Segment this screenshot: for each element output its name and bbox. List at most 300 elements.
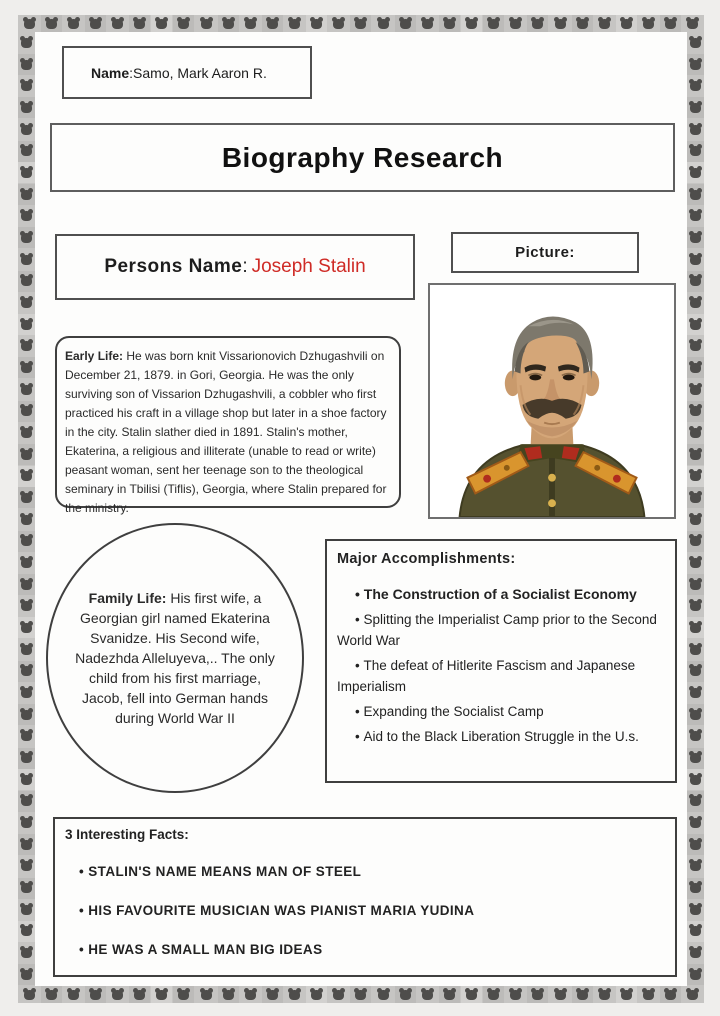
border-pattern-cell [687, 141, 704, 162]
bear-head-icon [21, 645, 32, 655]
bear-head-icon [690, 623, 701, 633]
bear-head-icon [400, 19, 411, 29]
border-pattern-cell [395, 15, 416, 32]
border-pattern-cell [687, 748, 704, 769]
bear-head-icon [690, 298, 701, 308]
bear-head-icon [21, 168, 32, 178]
bear-head-icon [665, 990, 676, 1000]
bear-head-icon [21, 320, 32, 330]
bear-head-icon [245, 990, 256, 1000]
bear-head-icon [24, 990, 35, 1000]
border-pattern-cell [660, 15, 681, 32]
bear-head-icon [21, 363, 32, 373]
border-pattern-cell [687, 531, 704, 552]
bear-head-icon [555, 990, 566, 1000]
border-pattern-cell [18, 487, 35, 508]
bear-head-icon [690, 125, 701, 135]
bear-head-icon [21, 233, 32, 243]
border-pattern-cell [18, 336, 35, 357]
border-pattern-cell [107, 986, 128, 1003]
border-pattern-cell [687, 639, 704, 660]
bear-head-icon [690, 60, 701, 70]
early-life-text: He was born knit Vissarionovich Dzhugashvili on December 21, 1879. in Gori, Georgia. He was the only surviving son of Vissarion Dzhugashvili, a cobbler who first practiced his craft in a village shop but later in a shoe factory in the city. Stalin slather died in 1891. Stalin's mother, Ekaterina, a religious and illiterate (unable to read or write) peasant woman, sent her teenage son to the theological seminary in Tbilisi (Tiflis), Georgia, where Stalin prepared for the ministry. [65, 349, 387, 515]
bear-head-icon [333, 990, 344, 1000]
border-pattern-cell [687, 899, 704, 920]
bear-head-icon [690, 363, 701, 373]
bear-head-icon [46, 19, 57, 29]
border-pattern-cell [240, 986, 261, 1003]
bear-head-icon [532, 19, 543, 29]
bear-head-icon [21, 580, 32, 590]
border-pattern-cell [687, 336, 704, 357]
bear-head-icon [690, 471, 701, 481]
border-pattern-cell [687, 119, 704, 140]
border-pattern-cell [687, 249, 704, 270]
bear-head-icon [690, 190, 701, 200]
border-pattern-cell [373, 986, 394, 1003]
bear-head-icon [21, 536, 32, 546]
interesting-facts-section [53, 817, 677, 977]
border-pattern-cell [483, 15, 504, 32]
border-pattern-cell [439, 986, 460, 1003]
border-pattern-cell [18, 769, 35, 790]
early-life-label: Early Life: [65, 349, 124, 363]
bear-head-icon [21, 211, 32, 221]
border-pattern-cell [18, 748, 35, 769]
picture-label: Picture: [515, 244, 575, 261]
border-pattern-cell [687, 574, 704, 595]
border-pattern-cell [18, 357, 35, 378]
border-pattern-cell [18, 552, 35, 573]
bear-head-icon [21, 926, 32, 936]
border-pattern-cell [18, 184, 35, 205]
border-pattern-cell [687, 834, 704, 855]
major-accomplishments-section [325, 539, 677, 783]
border-pattern-cell [151, 986, 172, 1003]
bear-head-icon [245, 19, 256, 29]
border-pattern-cell [687, 357, 704, 378]
bear-head-icon [690, 168, 701, 178]
border-pattern-cell [129, 15, 150, 32]
bear-head-icon [134, 990, 145, 1000]
accomplishment-item: • Splitting the Imperialist Camp prior to the Second World War [337, 609, 665, 651]
border-pattern-cell [687, 422, 704, 443]
bear-head-icon [21, 493, 32, 503]
border-pattern-cell [196, 15, 217, 32]
bear-head-icon [510, 19, 521, 29]
border-pattern-cell [41, 986, 62, 1003]
major-accomplishments-label: Major Accomplishments: [337, 551, 516, 567]
border-pattern-cell [682, 986, 703, 1003]
bear-head-icon [21, 905, 32, 915]
border-pattern-cell [687, 97, 704, 118]
border-pattern-cell [682, 15, 703, 32]
border-pattern-cell [483, 986, 504, 1003]
bear-head-icon [690, 515, 701, 525]
bear-head-icon [690, 450, 701, 460]
border-pattern-cell [616, 986, 637, 1003]
border-pattern-cell [18, 661, 35, 682]
bear-head-icon [690, 753, 701, 763]
bear-head-icon [690, 493, 701, 503]
student-name-box [62, 46, 312, 99]
bear-head-icon [21, 428, 32, 438]
bear-head-icon [21, 710, 32, 720]
border-pattern-cell [350, 986, 371, 1003]
bear-head-icon [687, 990, 698, 1000]
border-pattern-cell [687, 596, 704, 617]
bear-head-icon [21, 60, 32, 70]
bear-head-icon [267, 990, 278, 1000]
bear-head-icon [690, 233, 701, 243]
border-pattern-cell [196, 986, 217, 1003]
bear-head-icon [21, 775, 32, 785]
bear-head-icon [21, 471, 32, 481]
border-pattern-cell [687, 791, 704, 812]
bear-head-icon [621, 990, 632, 1000]
bear-head-icon [21, 731, 32, 741]
name-separator: : [129, 64, 134, 81]
bear-head-icon [690, 775, 701, 785]
bear-head-icon [690, 558, 701, 568]
bear-head-icon [21, 623, 32, 633]
border-pattern-cell [687, 769, 704, 790]
border-pattern-cell [687, 878, 704, 899]
border-pattern-cell [505, 986, 526, 1003]
bear-head-icon [223, 19, 234, 29]
border-pattern-cell [18, 899, 35, 920]
bear-head-icon [21, 406, 32, 416]
border-pattern-cell [41, 15, 62, 32]
bear-head-icon [289, 990, 300, 1000]
border-pattern-cell [687, 54, 704, 75]
border-pattern-cell [350, 15, 371, 32]
bear-head-icon [690, 666, 701, 676]
border-pattern-cell [85, 15, 106, 32]
bear-head-icon [643, 990, 654, 1000]
bear-head-icon [21, 38, 32, 48]
border-pattern-cell [687, 964, 704, 985]
stalin-portrait-icon [430, 285, 674, 517]
border-pattern-cell [687, 184, 704, 205]
border-pattern-cell [687, 466, 704, 487]
bear-head-icon [444, 19, 455, 29]
border-pattern-cell [18, 596, 35, 617]
bear-head-icon [690, 948, 701, 958]
portrait-image [428, 283, 676, 519]
bear-head-icon [21, 796, 32, 806]
bear-head-icon [422, 990, 433, 1000]
border-pattern-cell [417, 15, 438, 32]
border-pattern-cell [687, 401, 704, 422]
border-pattern-cell [572, 986, 593, 1003]
border-pattern-cell [527, 15, 548, 32]
bear-head-icon [90, 19, 101, 29]
bear-head-icon [690, 276, 701, 286]
border-pattern-cell [218, 986, 239, 1003]
border-pattern-cell [687, 617, 704, 638]
border-pattern-cell [18, 617, 35, 638]
bear-head-icon [112, 990, 123, 1000]
bear-head-icon [690, 341, 701, 351]
bear-head-icon [178, 19, 189, 29]
bear-head-icon [690, 970, 701, 980]
persons-name-separator: : [242, 256, 248, 277]
bear-head-icon [690, 103, 701, 113]
border-pattern-cell [417, 986, 438, 1003]
border-pattern-cell [687, 379, 704, 400]
border-pattern-cell [18, 32, 35, 53]
border-pattern-cell [527, 986, 548, 1003]
bear-head-icon [178, 990, 189, 1000]
border-pattern-cell [461, 986, 482, 1003]
border-pattern-cell [328, 986, 349, 1003]
bear-head-icon [333, 19, 344, 29]
border-pattern-cell [550, 15, 571, 32]
bear-head-icon [21, 558, 32, 568]
bear-head-icon [21, 601, 32, 611]
bear-head-icon [599, 19, 610, 29]
fact-item: • HE WAS A SMALL MAN BIG IDEAS [65, 942, 665, 957]
border-pattern-cell [18, 813, 35, 834]
border-pattern-cell [461, 15, 482, 32]
fact-item: • HIS FAVOURITE MUSICIAN WAS PIANIST MARIA YUDINA [65, 903, 665, 918]
family-life-text: His first wife, a Georgian girl named Ekaterina Svanidze. His Second wife, Nadezhda Alleluyeva,.. The only child from his first marriage, Jacob, fell into German hands during World War II [75, 590, 275, 726]
bear-head-icon [466, 19, 477, 29]
bear-head-icon [690, 536, 701, 546]
bear-head-icon [21, 515, 32, 525]
border-pattern-cell [18, 466, 35, 487]
border-pattern-cell [18, 292, 35, 313]
bear-head-icon [21, 666, 32, 676]
border-pattern-cell [18, 878, 35, 899]
bear-head-icon [21, 450, 32, 460]
border-pattern-cell [328, 15, 349, 32]
decorative-border-top [18, 15, 704, 32]
border-pattern-cell [373, 15, 394, 32]
bear-head-icon [643, 19, 654, 29]
bear-head-icon [690, 731, 701, 741]
border-pattern-cell [687, 509, 704, 530]
border-pattern-cell [85, 986, 106, 1003]
bear-head-icon [21, 840, 32, 850]
bear-head-icon [510, 990, 521, 1000]
border-pattern-cell [18, 119, 35, 140]
bear-head-icon [68, 19, 79, 29]
bear-head-icon [289, 19, 300, 29]
bear-head-icon [355, 990, 366, 1000]
bear-head-icon [21, 970, 32, 980]
border-pattern-cell [18, 379, 35, 400]
border-pattern-cell [395, 986, 416, 1003]
border-pattern-cell [687, 682, 704, 703]
bear-head-icon [24, 19, 35, 29]
bear-head-icon [21, 298, 32, 308]
bear-head-icon [577, 19, 588, 29]
bear-head-icon [21, 948, 32, 958]
decorative-border-right [687, 32, 704, 986]
border-pattern-cell [687, 271, 704, 292]
bear-head-icon [21, 861, 32, 871]
bear-head-icon [21, 125, 32, 135]
bear-head-icon [21, 276, 32, 286]
border-pattern-cell [107, 15, 128, 32]
decorative-border-left [18, 32, 35, 986]
bear-head-icon [690, 211, 701, 221]
interesting-facts-label: 3 Interesting Facts: [65, 827, 189, 842]
border-pattern-cell [262, 15, 283, 32]
bear-head-icon [201, 990, 212, 1000]
bear-head-icon [422, 19, 433, 29]
border-pattern-cell [18, 726, 35, 747]
border-pattern-cell [687, 444, 704, 465]
bear-head-icon [690, 81, 701, 91]
border-pattern-cell [687, 552, 704, 573]
accomplishment-item: • Aid to the Black Liberation Struggle in the U.s. [337, 726, 665, 747]
bear-head-icon [690, 38, 701, 48]
border-pattern-cell [572, 15, 593, 32]
bear-head-icon [156, 19, 167, 29]
border-pattern-cell [18, 856, 35, 877]
border-pattern-cell [18, 227, 35, 248]
accomplishment-item: • The defeat of Hitlerite Fascism and Japanese Imperialism [337, 655, 665, 697]
border-pattern-cell [18, 97, 35, 118]
bear-head-icon [690, 883, 701, 893]
border-pattern-cell [18, 444, 35, 465]
border-pattern-cell [18, 76, 35, 97]
bear-head-icon [46, 990, 57, 1000]
border-pattern-cell [18, 943, 35, 964]
bear-head-icon [690, 580, 701, 590]
picture-label-box [451, 232, 639, 273]
bear-head-icon [21, 341, 32, 351]
border-pattern-cell [18, 206, 35, 227]
bear-head-icon [112, 19, 123, 29]
bear-head-icon [223, 990, 234, 1000]
border-pattern-cell [18, 162, 35, 183]
bear-head-icon [21, 103, 32, 113]
border-pattern-cell [687, 661, 704, 682]
border-pattern-cell [173, 986, 194, 1003]
bear-head-icon [201, 19, 212, 29]
bear-head-icon [690, 926, 701, 936]
bear-head-icon [690, 320, 701, 330]
bear-head-icon [690, 146, 701, 156]
bear-head-icon [156, 990, 167, 1000]
bear-head-icon [378, 19, 389, 29]
border-pattern-cell [594, 986, 615, 1003]
bear-head-icon [690, 406, 701, 416]
border-pattern-cell [151, 15, 172, 32]
bear-head-icon [311, 19, 322, 29]
border-pattern-cell [687, 227, 704, 248]
border-pattern-cell [18, 509, 35, 530]
border-pattern-cell [18, 574, 35, 595]
bear-head-icon [665, 19, 676, 29]
border-pattern-cell [306, 15, 327, 32]
page-title: Biography Research [221, 141, 504, 173]
border-pattern-cell [18, 531, 35, 552]
early-life-section [55, 336, 401, 515]
bear-head-icon [444, 990, 455, 1000]
bear-head-icon [21, 883, 32, 893]
bear-head-icon [21, 753, 32, 763]
border-pattern-cell [18, 314, 35, 335]
border-pattern-cell [240, 15, 261, 32]
border-pattern-cell [687, 856, 704, 877]
border-pattern-cell [18, 834, 35, 855]
family-life-label: Family Life: [88, 590, 167, 606]
border-pattern-cell [18, 422, 35, 443]
bear-head-icon [267, 19, 278, 29]
bear-head-icon [21, 255, 32, 265]
border-pattern-cell [18, 249, 35, 270]
border-pattern-cell [18, 54, 35, 75]
border-pattern-cell [63, 986, 84, 1003]
decorative-border-bottom [18, 986, 704, 1003]
bear-head-icon [21, 146, 32, 156]
border-pattern-cell [687, 162, 704, 183]
border-pattern-cell [638, 986, 659, 1003]
border-pattern-cell [505, 15, 526, 32]
border-pattern-cell [550, 986, 571, 1003]
bear-head-icon [400, 990, 411, 1000]
bear-head-icon [21, 688, 32, 698]
bear-head-icon [690, 905, 701, 915]
border-pattern-cell [18, 791, 35, 812]
name-label: Name [91, 64, 130, 81]
border-pattern-cell [18, 401, 35, 422]
bear-head-icon [311, 990, 322, 1000]
bear-head-icon [21, 818, 32, 828]
bear-head-icon [90, 990, 101, 1000]
border-pattern-cell [687, 206, 704, 227]
border-pattern-cell [687, 76, 704, 97]
student-name-value: Samo, Mark Aaron R. [133, 64, 267, 81]
border-pattern-cell [687, 813, 704, 834]
border-pattern-cell [306, 986, 327, 1003]
border-pattern-cell [262, 986, 283, 1003]
bear-head-icon [21, 81, 32, 91]
persons-name-value: Joseph Stalin [251, 256, 366, 277]
border-pattern-cell [19, 986, 40, 1003]
bear-head-icon [621, 19, 632, 29]
bear-head-icon [690, 840, 701, 850]
border-pattern-cell [18, 921, 35, 942]
border-pattern-cell [687, 292, 704, 313]
family-life-section [46, 523, 304, 793]
bear-head-icon [68, 990, 79, 1000]
bear-head-icon [599, 990, 610, 1000]
border-pattern-cell [687, 487, 704, 508]
bear-head-icon [21, 385, 32, 395]
border-pattern-cell [284, 15, 305, 32]
fact-item: • STALIN'S NAME MEANS MAN OF STEEL [65, 864, 665, 879]
bear-head-icon [532, 990, 543, 1000]
border-pattern-cell [594, 15, 615, 32]
bear-head-icon [378, 990, 389, 1000]
bear-head-icon [488, 19, 499, 29]
border-pattern-cell [129, 986, 150, 1003]
bear-head-icon [355, 19, 366, 29]
bear-head-icon [21, 190, 32, 200]
border-pattern-cell [638, 15, 659, 32]
border-pattern-cell [173, 15, 194, 32]
border-pattern-cell [687, 32, 704, 53]
bear-head-icon [690, 710, 701, 720]
border-pattern-cell [284, 986, 305, 1003]
persons-name-label: Persons Name [104, 256, 243, 277]
